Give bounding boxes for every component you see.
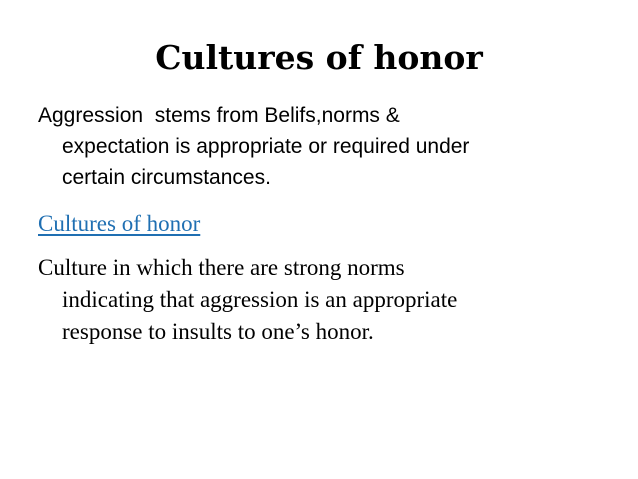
- definition-paragraph: [38, 252, 457, 348]
- aggression-line-3: certain circumstances.: [62, 166, 271, 189]
- cultures-of-honor-link-row: [38, 208, 200, 240]
- definition-line-2: indicating that aggression is an appropriate: [62, 287, 458, 312]
- cultures-of-honor-link[interactable]: Cultures of honor: [38, 211, 201, 236]
- definition-line-3: response to insults to one’s honor.: [62, 319, 374, 344]
- aggression-line-2: expectation is appropriate or required under: [62, 135, 470, 158]
- aggression-line-1: Aggression stems from Belifs,norms &: [38, 104, 400, 127]
- slide-title: Cultures of honor: [155, 38, 483, 77]
- definition-line-1: Culture in which there are strong norms: [38, 255, 405, 280]
- aggression-paragraph: [38, 100, 469, 193]
